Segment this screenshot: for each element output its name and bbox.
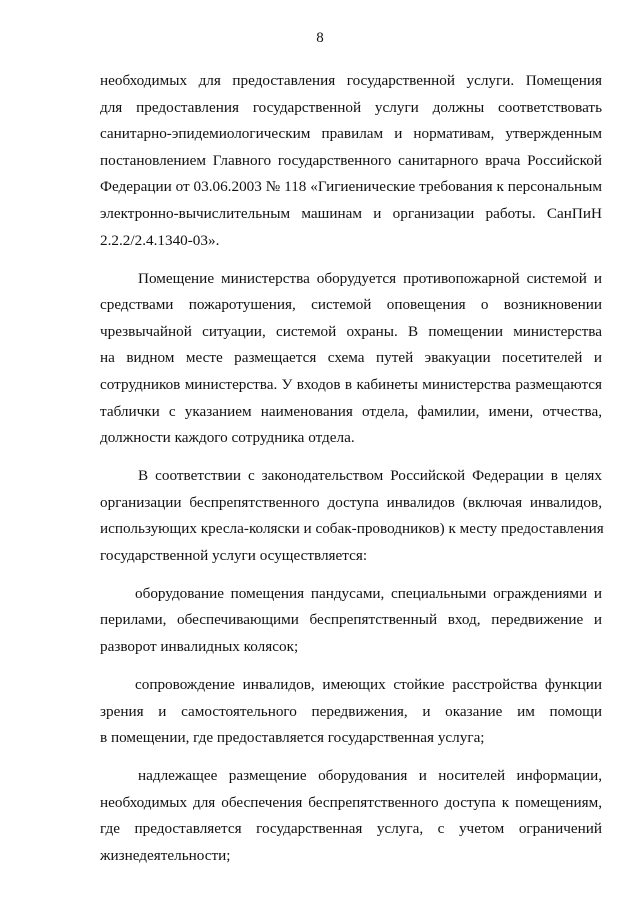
- text-line: постановлением Главного государственного санитарного врача Российской: [100, 151, 602, 169]
- text-line: необходимых для предоставления государственной услуги. Помещения: [100, 72, 602, 89]
- text-line: чрезвычайной ситуации, системой охраны. В помещении министерства: [100, 322, 602, 340]
- text-line: государственной услуги осуществляется:: [100, 546, 368, 564]
- text-line: электронно-вычислительным машинам и организации работы. СанПиН: [100, 204, 602, 222]
- text-line: Федерации от 03.06.2003 № 118 «Гигиенические требования к персональным: [100, 178, 602, 196]
- text-line: необходимых для обеспечения беспрепятственного доступа к помещениям,: [100, 793, 602, 811]
- text-line: зрения и самостоятельного передвижения, и оказание им помощи: [100, 702, 602, 720]
- text-line: санитарно-эпидемиологическим правилам и нормативам, утвержденным: [100, 125, 602, 143]
- paragraph-fire-safety: [100, 266, 602, 452]
- text-line: надлежащее размещение оборудования и носителей информации,: [138, 767, 602, 785]
- document-body: [100, 68, 602, 881]
- paragraph-ramps: [100, 581, 602, 661]
- text-line: средствами пожаротушения, системой оповещения о возникновении: [100, 296, 602, 314]
- text-line: перилами, обеспечивающими беспрепятственный вход, передвижение и: [100, 611, 602, 629]
- text-line: 2.2.2/2.4.1340-03».: [100, 231, 220, 249]
- text-line: В соответствии с законодательством Российской Федерации в целях: [138, 467, 602, 485]
- text-line: жизнедеятельности;: [100, 846, 231, 864]
- paragraph-equipment-placement: [100, 763, 602, 869]
- text-line: оборудование помещения пандусами, специальными ограждениями и: [135, 584, 602, 602]
- text-line: должности каждого сотрудника отдела.: [100, 429, 355, 447]
- text-line: для предоставления государственной услуги должны соответствовать: [100, 98, 602, 116]
- text-line: использующих кресла-коляски и собак-проводников) к месту предоставления: [100, 520, 604, 538]
- text-line: таблички с указанием наименования отдела, фамилии, имени, отчества,: [100, 402, 602, 420]
- paragraph-premises-requirements: [100, 68, 602, 254]
- text-line: где предоставляется государственная услуга, с учетом ограничений: [100, 820, 602, 838]
- text-line: организации беспрепятственного доступа инвалидов (включая инвалидов,: [100, 493, 602, 511]
- text-line: разворот инвалидных колясок;: [100, 638, 299, 656]
- text-line: в помещении, где предоставляется государственная услуга;: [100, 729, 485, 747]
- text-line: на видном месте размещается схема путей эвакуации посетителей и: [100, 349, 602, 367]
- page-number: 8: [316, 30, 324, 46]
- text-line: сопровождение инвалидов, имеющих стойкие расстройства функции: [135, 676, 602, 694]
- text-line: сотрудников министерства. У входов в кабинеты министерства размещаются: [100, 375, 602, 393]
- text-line: Помещение министерства оборудуется противопожарной системой и: [138, 269, 602, 287]
- paragraph-escort: [100, 672, 602, 752]
- paragraph-accessibility-intro: [100, 463, 602, 569]
